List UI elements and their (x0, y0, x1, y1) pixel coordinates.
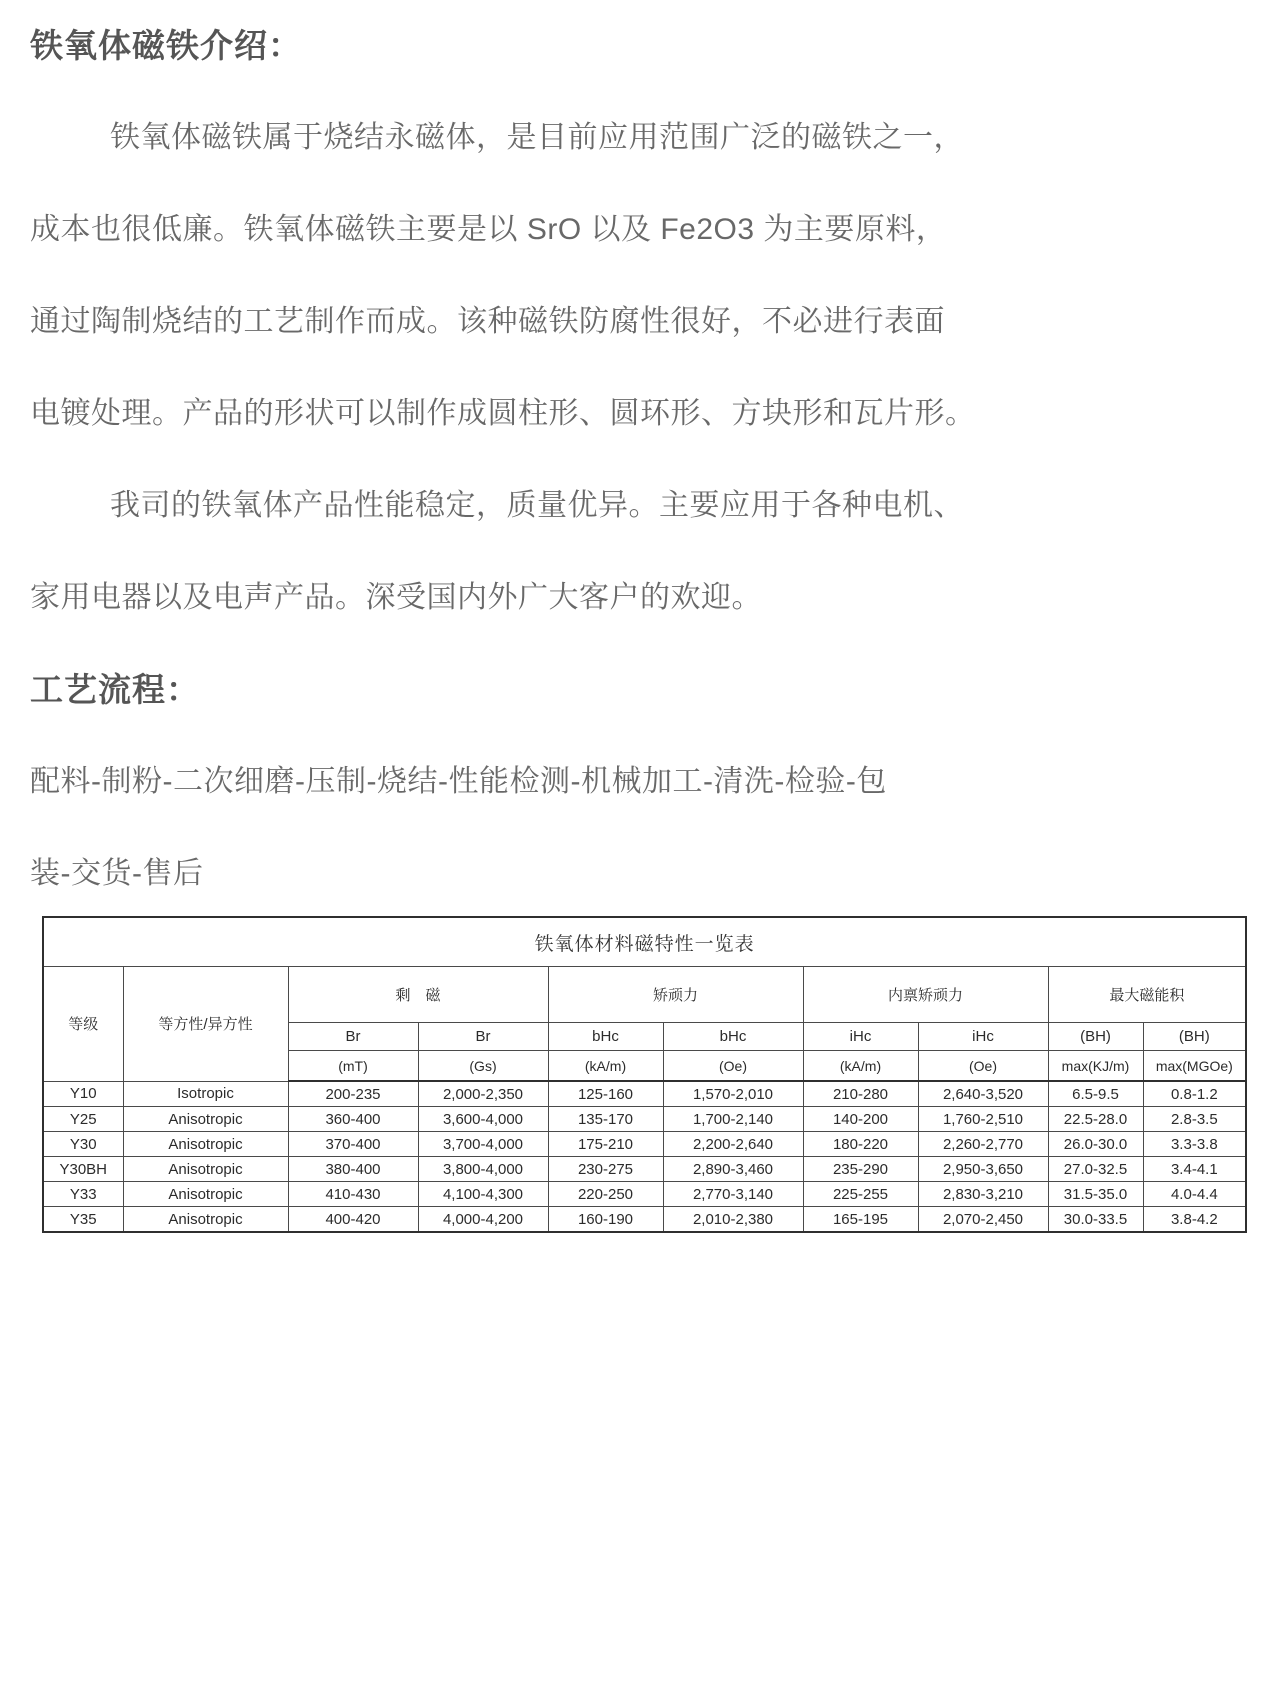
subheader-cell: (BH) (1143, 1023, 1246, 1051)
table-cell: 1,760-2,510 (918, 1107, 1048, 1132)
table-cell: 3,800-4,000 (418, 1157, 548, 1182)
paragraph-line: 电镀处理。产品的形状可以制作成圆柱形、圆环形、方块形和瓦片形。 (30, 397, 976, 430)
table-cell: 3,600-4,000 (418, 1107, 548, 1132)
table-cell: 4.0-4.4 (1143, 1182, 1246, 1207)
subheader-cell: (BH) (1048, 1023, 1143, 1051)
paragraph-line: 家用电器以及电声产品。深受国内外广大客户的欢迎。 (30, 581, 762, 614)
intro-paragraphs (30, 92, 1257, 644)
table-cell: 165-195 (803, 1207, 918, 1233)
isotropy-column-header: 等方性/异方性 (123, 967, 288, 1082)
table-cell: Anisotropic (123, 1207, 288, 1233)
table-cell: Y30BH (43, 1157, 123, 1182)
table-cell: Anisotropic (123, 1107, 288, 1132)
table-cell: 210-280 (803, 1081, 918, 1107)
table-cell: 370-400 (288, 1132, 418, 1157)
table-row (43, 1081, 1246, 1107)
table-cell: 2,000-2,350 (418, 1081, 548, 1107)
table-cell: 1,570-2,010 (663, 1081, 803, 1107)
table-cell: Y35 (43, 1207, 123, 1233)
table-cell: 380-400 (288, 1157, 418, 1182)
table-cell: 31.5-35.0 (1048, 1182, 1143, 1207)
table-cell: 2,770-3,140 (663, 1182, 803, 1207)
unit-cell: (Oe) (918, 1051, 1048, 1082)
table-cell: 4,000-4,200 (418, 1207, 548, 1233)
table-cell: 1,700-2,140 (663, 1107, 803, 1132)
table-row (43, 1107, 1246, 1132)
group-header: 矫顽力 (548, 967, 803, 1023)
table-cell: 410-430 (288, 1182, 418, 1207)
table-row (43, 1132, 1246, 1157)
unit-cell: max(KJ/m) (1048, 1051, 1143, 1082)
process-heading: 工艺流程： (30, 671, 200, 708)
table-row (43, 1157, 1246, 1182)
subheader-cell: bHc (663, 1023, 803, 1051)
table-cell: 2,890-3,460 (663, 1157, 803, 1182)
table-title: 铁氧体材料磁特性一览表 (43, 917, 1246, 967)
table-cell: 230-275 (548, 1157, 663, 1182)
table-cell: 2.8-3.5 (1143, 1107, 1246, 1132)
table-cell: 200-235 (288, 1081, 418, 1107)
table-cell: 2,950-3,650 (918, 1157, 1048, 1182)
table-row (43, 1207, 1246, 1233)
table-cell: Anisotropic (123, 1132, 288, 1157)
table-cell: 22.5-28.0 (1048, 1107, 1143, 1132)
group-header: 内禀矫顽力 (803, 967, 1048, 1023)
grade-column-header: 等级 (43, 967, 123, 1082)
table-cell: 6.5-9.5 (1048, 1081, 1143, 1107)
table-cell: 175-210 (548, 1132, 663, 1157)
intro-heading: 铁氧体磁铁介绍： (30, 27, 302, 64)
table-cell: Y33 (43, 1182, 123, 1207)
table-cell: 400-420 (288, 1207, 418, 1233)
table-cell: 160-190 (548, 1207, 663, 1233)
table-cell: 125-160 (548, 1081, 663, 1107)
table-cell: Isotropic (123, 1081, 288, 1107)
paragraph-line: 成本也很低廉。铁氧体磁铁主要是以 SrO 以及 Fe2O3 为主要原料， (30, 213, 947, 246)
unit-cell: (kA/m) (803, 1051, 918, 1082)
table-cell: 235-290 (803, 1157, 918, 1182)
table-cell: 2,260-2,770 (918, 1132, 1048, 1157)
table-cell: Anisotropic (123, 1182, 288, 1207)
table-row (43, 1182, 1246, 1207)
group-header-row (43, 967, 1246, 1023)
group-header: 最大磁能积 (1048, 967, 1246, 1023)
table-cell: 360-400 (288, 1107, 418, 1132)
subheader-cell: bHc (548, 1023, 663, 1051)
unit-cell: (Gs) (418, 1051, 548, 1082)
paragraph-line: 通过陶制烧结的工艺制作而成。该种磁铁防腐性很好，不必进行表面 (30, 305, 945, 338)
unit-cell: (Oe) (663, 1051, 803, 1082)
subheader-cell: Br (418, 1023, 548, 1051)
table-head (43, 917, 1246, 1081)
table-cell: 26.0-30.0 (1048, 1132, 1143, 1157)
table-cell: 3.8-4.2 (1143, 1207, 1246, 1233)
subheader-cell: iHc (803, 1023, 918, 1051)
table-cell: 30.0-33.5 (1048, 1207, 1143, 1233)
unit-cell: (mT) (288, 1051, 418, 1082)
table-cell: 3,700-4,000 (418, 1132, 548, 1157)
table-cell: 2,830-3,210 (918, 1182, 1048, 1207)
table-cell: Y30 (43, 1132, 123, 1157)
subheader-cell: iHc (918, 1023, 1048, 1051)
process-line: 装-交货-售后 (30, 857, 204, 890)
table-cell: 2,640-3,520 (918, 1081, 1048, 1107)
table-cell: Y25 (43, 1107, 123, 1132)
table-cell: Y10 (43, 1081, 123, 1107)
table-cell: 180-220 (803, 1132, 918, 1157)
table-cell: 27.0-32.5 (1048, 1157, 1143, 1182)
process-line: 配料-制粉-二次细磨-压制-烧结-性能检测-机械加工-清洗-检验-包 (30, 765, 887, 798)
process-paragraph (30, 736, 1257, 920)
table-cell: 4,100-4,300 (418, 1182, 548, 1207)
table-cell: 135-170 (548, 1107, 663, 1132)
table-body (43, 1081, 1246, 1232)
table-cell: 220-250 (548, 1182, 663, 1207)
table-cell: 225-255 (803, 1182, 918, 1207)
table-cell: 2,200-2,640 (663, 1132, 803, 1157)
paragraph-line: 我司的铁氧体产品性能稳定，质量优异。主要应用于各种电机、 (110, 489, 964, 522)
table-cell: 0.8-1.2 (1143, 1081, 1246, 1107)
table-cell: Anisotropic (123, 1157, 288, 1182)
subheader-cell: Br (288, 1023, 418, 1051)
table-cell: 3.3-3.8 (1143, 1132, 1246, 1157)
ferrite-properties-table (42, 916, 1247, 1233)
group-header: 剩 磁 (288, 967, 548, 1023)
table-cell: 2,010-2,380 (663, 1207, 803, 1233)
table-cell: 140-200 (803, 1107, 918, 1132)
unit-cell: max(MGOe) (1143, 1051, 1246, 1082)
unit-cell: (kA/m) (548, 1051, 663, 1082)
table-cell: 3.4-4.1 (1143, 1157, 1246, 1182)
table-title-row (43, 917, 1246, 967)
paragraph-line: 铁氧体磁铁属于烧结永磁体，是目前应用范围广泛的磁铁之一， (110, 121, 964, 154)
table-cell: 2,070-2,450 (918, 1207, 1048, 1233)
